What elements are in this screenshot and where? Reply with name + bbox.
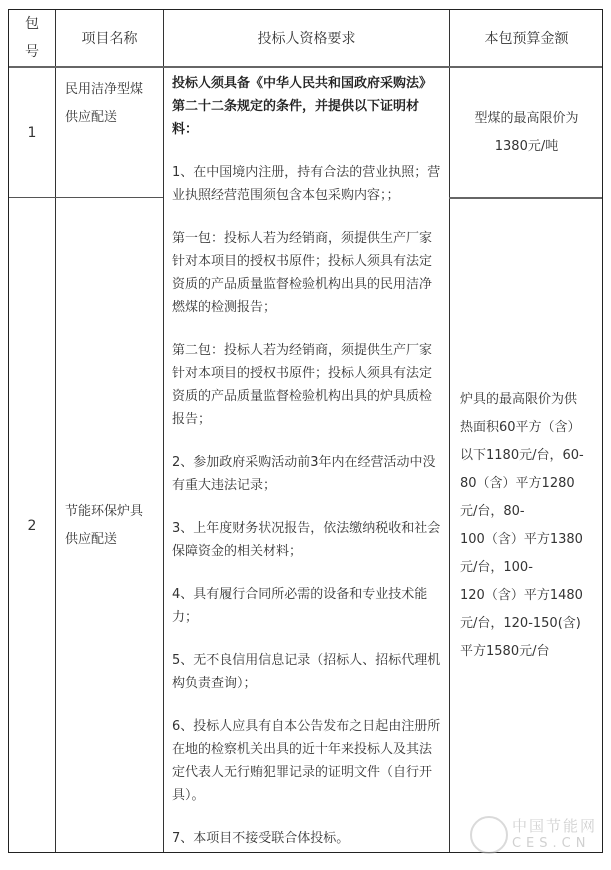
row1-package-no: 1 — [27, 124, 37, 141]
column-divider — [163, 10, 164, 852]
header-requirements: 投标人资格要求 — [257, 31, 356, 47]
procurement-table — [8, 9, 603, 853]
budget-line: 1380元/吨 — [494, 138, 559, 154]
project-name-line: 供应配送 — [65, 110, 118, 125]
requirement-item: 5、无不良信用信息记录（招标人、招标代理机构负责查询）； — [172, 653, 441, 691]
header-project-name: 项目名称 — [81, 31, 138, 47]
row2-project-name — [65, 199, 163, 853]
header-budget: 本包预算金额 — [484, 31, 569, 47]
requirement-item: 第一包：投标人若为经销商，须提供生产厂家针对本项目的授权书原件；投标人须具有法定资质的产品质量监督检验机构出具的民用洁净燃煤的检测报告； — [172, 231, 433, 315]
budget-line: 元/台，120-150(含) — [460, 616, 581, 631]
column-divider — [55, 10, 56, 852]
requirements-intro: 投标人须具备《中华人民共和国政府采购法》第二十二条规定的条件，并提供以下证明材料： — [172, 76, 433, 137]
project-name-line: 民用洁净型煤 — [65, 82, 144, 97]
project-name-line: 供应配送 — [65, 532, 118, 547]
logo-icon — [470, 816, 508, 854]
requirement-item: 1、在中国境内注册，持有合法的营业执照；营业执照经营范围须包含本包采购内容；； — [172, 165, 441, 203]
budget-line: 以下1180元/台，60- — [460, 448, 584, 463]
budget-line: 120（含）平方1480 — [460, 588, 583, 603]
budget-line: 型煤的最高限价为 — [474, 110, 579, 126]
budget-line: 100（含）平方1380 — [460, 532, 583, 547]
requirement-item: 3、上年度财务状况报告，依法缴纳税收和社会保障资金的相关材料； — [172, 521, 441, 559]
requirements-cell — [172, 72, 442, 870]
row-divider — [9, 197, 163, 198]
budget-line: 平方1580元/台 — [460, 644, 550, 659]
watermark-domain: CES.CN — [511, 836, 591, 851]
header-text: 号 — [25, 44, 39, 60]
watermark — [470, 816, 597, 854]
requirement-item: 2、参加政府采购活动前3年内在经营活动中没有重大违法记录； — [172, 455, 436, 493]
row1-budget — [450, 68, 603, 197]
budget-line: 80（含）平方1280 — [460, 476, 575, 491]
header-package-no — [9, 10, 55, 66]
requirement-item: 7、本项目不接受联合体投标。 — [172, 831, 350, 846]
requirement-item: 6、投标人应具有自本公告发布之日起由注册所在地的检察机关出具的近十年来投标人及其法定代表人无行贿犯罪记录的证明文件（自行开具）。 — [172, 719, 441, 803]
requirement-item: 第二包：投标人若为经销商，须提供生产厂家针对本项目的授权书原件；投标人须具有法定资质的产品质量监督检验机构出具的炉具质检报告； — [172, 343, 433, 427]
row2-budget — [460, 199, 603, 853]
project-name-line: 节能环保炉具 — [65, 504, 144, 519]
requirement-item: 4、具有履行合同所必需的设备和专业技术能力； — [172, 587, 428, 625]
row2-package-no: 2 — [27, 518, 37, 534]
watermark-text: 中国节能网 — [511, 817, 597, 835]
budget-line: 热面积60平方（含） — [460, 420, 581, 435]
header-text: 包 — [25, 16, 39, 32]
budget-line: 元/台，80- — [460, 504, 525, 519]
budget-line: 元/台，100- — [460, 560, 533, 575]
budget-line: 炉具的最高限价为供 — [460, 392, 578, 407]
row1-project-name — [65, 76, 163, 132]
